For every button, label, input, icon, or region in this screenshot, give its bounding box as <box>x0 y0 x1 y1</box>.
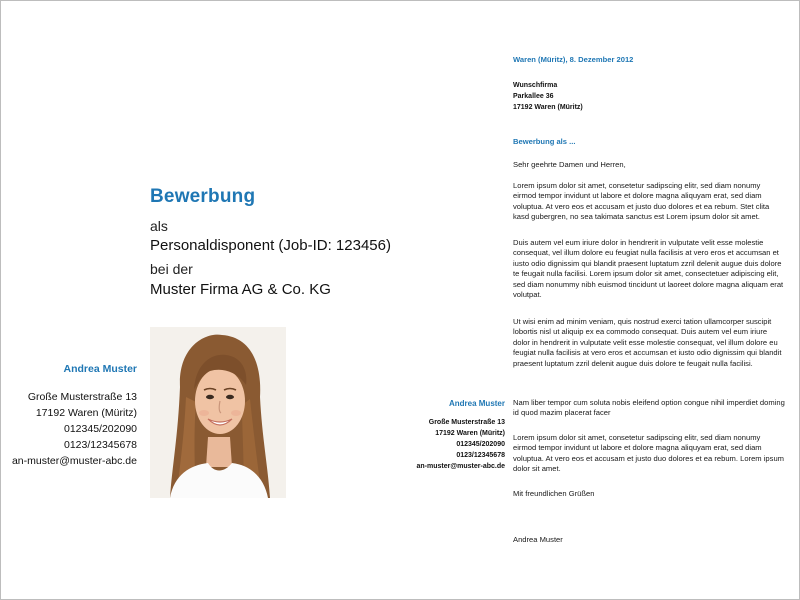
cover-als: als <box>150 218 168 234</box>
recipient-city: 17192 Waren (Müritz) <box>513 104 583 111</box>
letter-paragraph: Ut wisi enim ad minim veniam, quis nostrud exerci tation ullamcorper suscipit lobortis nisl ut aliquip ex ea commodo consequat. Duis autem vel eum iriure dolor in hendrerit in vulputate velit esse molestie consequat, vel illum dolore eu feugiat nulla facilisis at vero eros et accumsan et iusto odio dignissim qui blandit praesent luptatum zzril delenit augue duis dolore te feugait nulla facilisi. <box>513 317 782 368</box>
sender-city: 17192 Waren (Müritz) <box>35 407 137 419</box>
letter-sender-mobile: 0123/12345678 <box>456 452 505 459</box>
cover-company: Muster Firma AG & Co. KG <box>150 281 331 298</box>
letter-subject: Bewerbung als ... <box>513 137 576 146</box>
sender-block-letter <box>416 398 505 472</box>
sender-mobile: 0123/12345678 <box>64 439 137 451</box>
letter-sender-email: an-muster@muster-abc.de <box>416 463 505 470</box>
cover-title: Bewerbung <box>150 186 256 207</box>
applicant-photo <box>150 327 286 498</box>
letter-sender-city: 17192 Waren (Müritz) <box>435 430 505 437</box>
sender-block-cover <box>12 361 137 469</box>
letter-paragraph: Duis autem vel eum iriure dolor in hendrerit in vulputate velit esse molestie consequat, vel illum dolore eu feugiat nulla facilisis at vero eros et accumsan et iusto odio dignissim qui blandit praesent luptatum zzril delenit augue duis dolore te feugait nulla facilisi. Lorem ipsum dolor sit amet, consectetuer adipiscing elit, sed diam nonummy nibh euismod tincidunt ut laoreet dolore magna aliquam erat volutpat. <box>513 238 784 300</box>
cover-bei-der: bei der <box>150 261 193 277</box>
recipient-street: Parkallee 36 <box>513 93 554 100</box>
letter-paragraph: Nam liber tempor cum soluta nobis eleifend option congue nihil imperdiet doming id quod mazim placerat facer <box>513 398 785 418</box>
recipient-company: Wunschfirma <box>513 82 558 89</box>
letter-paragraph: Lorem ipsum dolor sit amet, consetetur sadipscing elitr, sed diam nonumy eirmod tempor invidunt ut labore et dolore magna aliquyam erat, sed diam voluptua. At vero eos et accusam et justo duo dolores et ea rebum. Lorem ipsum dolor sit amet. <box>513 433 784 474</box>
letter-sender-phone: 012345/202090 <box>456 441 505 448</box>
letter-signature: Andrea Muster <box>513 535 563 544</box>
letter-paragraph: Lorem ipsum dolor sit amet, consetetur sadipscing elitr, sed diam nonumy eirmod tempor invidunt ut labore et dolore magna aliquyam erat, sed diam voluptua. At vero eos et accusam et justo duo dolores et ea rebum. Stet clita kasd gubergren, no sea takimata sanctus est Lorem ipsum dolor sit amet. <box>513 181 770 222</box>
sender-name: Andrea Muster <box>63 363 137 375</box>
cover-position: Personaldisponent (Job-ID: 123456) <box>150 237 391 254</box>
sender-phone: 012345/202090 <box>64 423 137 435</box>
recipient-address <box>513 80 583 113</box>
letter-sender-name: Andrea Muster <box>448 399 505 408</box>
sender-email: an-muster@muster-abc.de <box>11 455 137 467</box>
letter-closing: Mit freundlichen Grüßen <box>513 489 595 498</box>
letter-salutation: Sehr geehrte Damen und Herren, <box>513 160 626 169</box>
sender-street: Große Musterstraße 13 <box>27 391 137 403</box>
letter-date: Waren (Müritz), 8. Dezember 2012 <box>513 55 634 64</box>
letter-sender-street: Große Musterstraße 13 <box>428 419 505 426</box>
